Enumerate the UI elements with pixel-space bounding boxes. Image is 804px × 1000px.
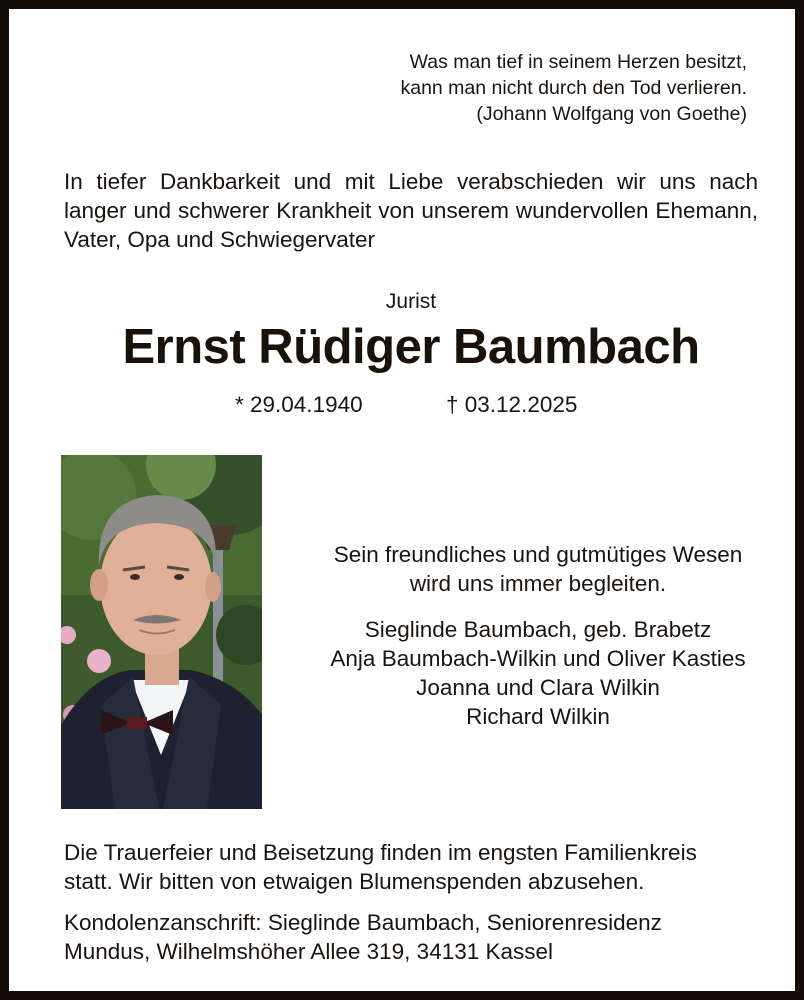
mourners-list: [307, 615, 769, 731]
mourner-name: Joanna und Clara Wilkin: [416, 675, 660, 700]
notice-line-2: statt. Wir bitten von etwaigen Blumenspenden abzusehen.: [64, 869, 645, 894]
address-line-2: Mundus, Wilhelmshöher Allee 319, 34131 Kassel: [64, 939, 554, 964]
deceased-name: Ernst Rüdiger Baumbach: [122, 320, 700, 374]
quote-line-1: Was man tief in seinem Herzen besitzt,: [409, 51, 747, 73]
tribute-text: [307, 540, 769, 598]
notice-line-1: Die Trauerfeier und Beisetzung finden im engsten Familienkreis: [64, 840, 697, 865]
profession: Jurist: [385, 290, 437, 313]
condolence-address: [64, 908, 764, 966]
goethe-quote: [400, 49, 747, 127]
death-date: † 03.12.2025: [446, 392, 578, 417]
mourner-name: Sieglinde Baumbach, geb. Brabetz: [364, 617, 712, 642]
mourner-name: Richard Wilkin: [466, 704, 610, 729]
quote-line-2: kann man nicht durch den Tod verlieren.: [400, 77, 747, 99]
quote-attribution: (Johann Wolfgang von Goethe): [476, 103, 747, 125]
intro-text: In tiefer Dankbarkeit und mit Liebe verabschieden wir uns nach langer und schwerer Krankheit von unserem wundervollen Ehemann, Vater, Opa und Schwiegervater: [64, 169, 758, 252]
mourner-name: Anja Baumbach-Wilkin und Oliver Kasties: [330, 646, 746, 671]
tribute-line-1: Sein freundliches und gutmütiges Wesen: [333, 542, 743, 567]
funeral-notice: [64, 838, 764, 896]
address-line-1: Kondolenzanschrift: Sieglinde Baumbach, Seniorenresidenz: [64, 910, 662, 935]
birth-date: * 29.04.1940: [235, 392, 363, 417]
tribute-line-2: wird uns immer begleiten.: [409, 571, 667, 596]
portrait-photo: [61, 455, 262, 809]
